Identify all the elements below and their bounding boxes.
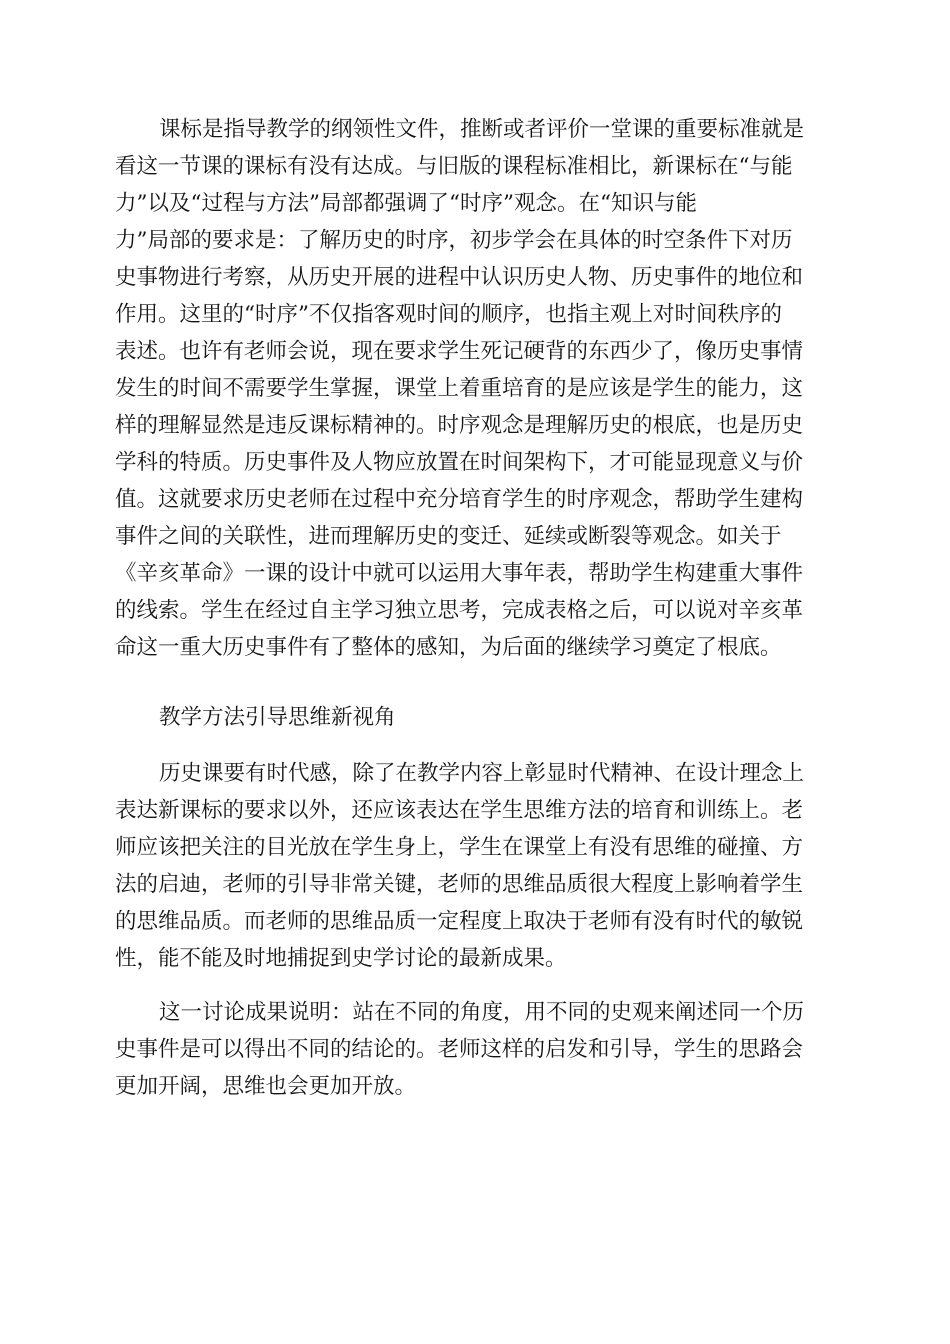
text-line: 的线索。学生在经过自主学习独立思考，完成表格之后，可以说对辛亥革 xyxy=(115,598,804,623)
text-line: 课标是指导教学的纲领性文件，推断或者评价一堂课的重要标准就是 xyxy=(159,117,805,142)
text-line: 性，能不能及时地捕捉到史学讨论的最新成果。 xyxy=(115,946,567,971)
text-line: 事件之间的关联性，进而理解历史的变迁、延续或断裂等观念。如关于 xyxy=(115,524,782,549)
heading-line: 教学方法引导思维新视角 xyxy=(159,705,396,730)
text-line: 力”以及“过程与方法”局部都强调了“时序”观念。在“知识与能 xyxy=(115,191,697,216)
text-line: 看这一节课的课标有没有达成。与旧版的课程标准相比，新课标在“与能 xyxy=(115,154,793,179)
text-line: 历史课要有时代感，除了在教学内容上彰显时代精神、在设计理念上 xyxy=(159,761,805,786)
text-line: 值。这就要求历史老师在过程中充分培育学生的时序观念，帮助学生建构 xyxy=(115,487,804,512)
paragraph-teaching-method xyxy=(115,755,804,977)
text-line: 更加开阔，思维也会更加开放。 xyxy=(115,1074,417,1099)
text-line: 的思维品质。而老师的思维品质一定程度上取决于老师有没有时代的敏锐 xyxy=(115,909,804,934)
text-line: 样的理解显然是违反课标精神的。时序观念是理解历史的根底，也是历史 xyxy=(115,413,804,438)
text-line: 《辛亥革命》一课的设计中就可以运用大事年表，帮助学生构建重大事件 xyxy=(115,561,804,586)
text-line: 史事件是可以得出不同的结论的。老师这样的启发和引导，学生的思路会 xyxy=(115,1037,804,1062)
text-line: 作用。这里的“时序”不仅指客观时间的顺序，也指主观上对时间秩序的 xyxy=(115,302,782,327)
text-line: 表述。也许有老师会说，现在要求学生死记硬背的东西少了，像历史事情 xyxy=(115,339,804,364)
paragraph-discussion-result xyxy=(115,994,804,1105)
text-line: 这一讨论成果说明：站在不同的角度，用不同的史观来阐述同一个历 xyxy=(159,1000,805,1025)
text-line: 力”局部的要求是：了解历史的时序，初步学会在具体的时空条件下对历 xyxy=(115,228,793,253)
text-line: 史事物进行考察，从历史开展的进程中认识历史人物、历史事件的地位和 xyxy=(115,265,804,290)
text-line: 师应该把关注的目光放在学生身上，学生在课堂上有没有思维的碰撞、方 xyxy=(115,835,804,860)
text-line: 发生的时间不需要学生掌握，课堂上着重培育的是应该是学生的能力，这 xyxy=(115,376,804,401)
text-line: 法的启迪，老师的引导非常关键，老师的思维品质很大程度上影响着学生 xyxy=(115,872,804,897)
section-heading xyxy=(115,699,396,736)
text-line: 学科的特质。历史事件及人物应放置在时间架构下，才可能显现意义与价 xyxy=(115,450,804,475)
paragraph-curriculum-standard xyxy=(115,111,804,666)
text-line: 命这一重大历史事件有了整体的感知，为后面的继续学习奠定了根底。 xyxy=(115,635,782,660)
text-line: 表达新课标的要求以外，还应该表达在学生思维方法的培育和训练上。老 xyxy=(115,798,804,823)
